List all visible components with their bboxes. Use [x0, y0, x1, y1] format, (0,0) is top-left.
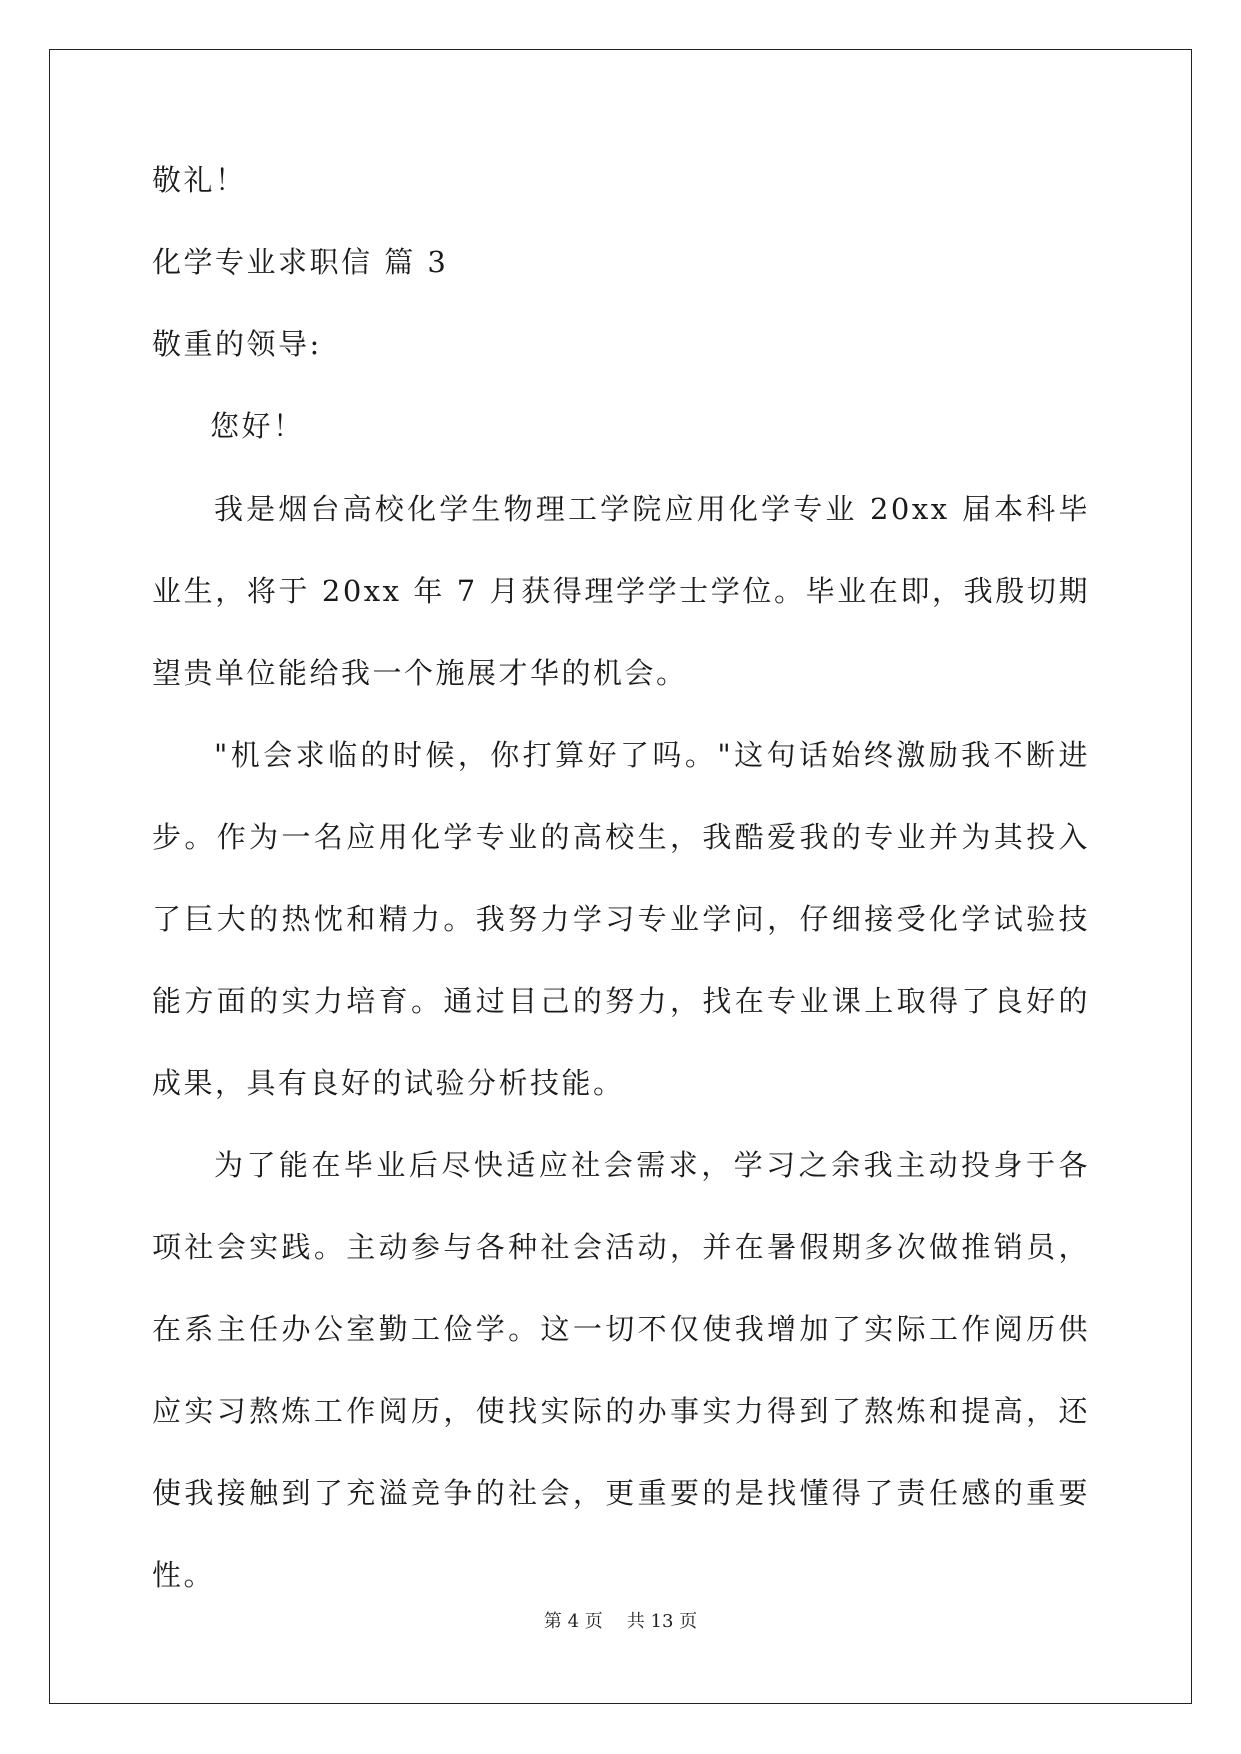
paragraph-2: "机会求临的时候，你打算好了吗。"这句话始终激励我不断进步。作为一名应用化学专业的高校生，我酷爱我的专业并为其投入了巨大的热忱和精力。我努力学习专业学问，仔细接受化学试验技能方面的实力培育。通过目己的努力，找在专业课上取得了良好的成果，具有良好的试验分析技能。	[152, 738, 1090, 1100]
paragraph-1: 我是烟台高校化学生物理工学院应用化学专业 20xx 届本科毕业生，将于 20xx 年 7 月获得理学学士学位。毕业在即，我殷切期望贵单位能给我一个施展才华的机会。	[152, 492, 1090, 690]
page-footer	[0, 1607, 1241, 1633]
page-number: 第 4 页	[543, 1611, 603, 1632]
section-title: 化学专业求职信 篇 3	[152, 245, 449, 279]
closing-line: 敬礼！	[152, 163, 247, 197]
letter-body	[152, 160, 1090, 1616]
greeting: 您好！	[210, 409, 305, 443]
salutation: 敬重的领导:	[152, 327, 322, 361]
page-total: 共 13 页	[626, 1611, 698, 1632]
paragraph-3: 为了能在毕业后尽快适应社会需求，学习之余我主动投身于各项社会实践。主动参与各种社会活动，并在暑假期多次做推销员，在系主任办公室勤工俭学。这一切不仅使我增加了实际工作阅历供应实习熬炼工作阅历，使找实际的办事实力得到了熬炼和提高，还使我接触到了充溢竞争的社会，更重要的是找懂得了责任感的重要性。	[152, 1148, 1090, 1592]
